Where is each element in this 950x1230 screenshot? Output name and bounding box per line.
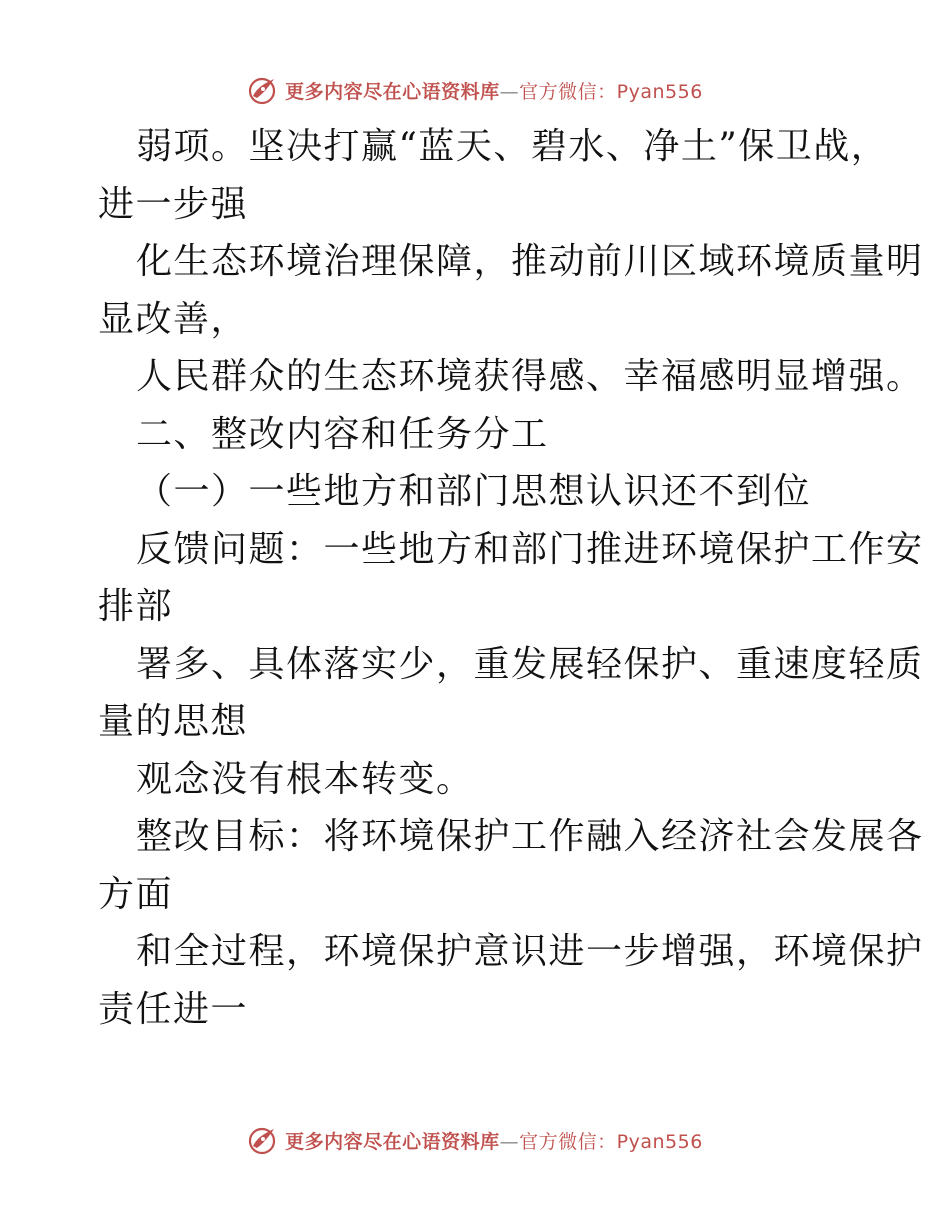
watermark-text <box>285 77 703 104</box>
body-line: 和全过程，环境保护意识进一步增强，环境保护 <box>136 931 924 972</box>
body-line: 整改目标：将环境保护工作融入经济社会发展各 <box>136 816 924 857</box>
pen-nib-logo-icon <box>247 1124 279 1156</box>
pen-nib-logo-icon <box>247 74 279 106</box>
page-header-watermark <box>0 70 950 110</box>
body-line: 方面 <box>98 873 174 915</box>
body-line: 进一步强 <box>98 183 249 225</box>
subsection-heading: （一）一些地方和部门思想认识还不到位 <box>136 471 812 512</box>
watermark-wechat: 官方微信：Pyan556 <box>519 80 703 103</box>
watermark-title: 更多内容尽在心语资料库 <box>285 1130 500 1153</box>
body-line: 责任进一 <box>98 988 249 1030</box>
page-footer-watermark <box>0 1120 950 1160</box>
body-line: 量的思想 <box>98 701 249 742</box>
section-heading: 二、整改内容和任务分工 <box>136 413 549 455</box>
body-line: 人民群众的生态环境获得感、幸福感明显增强。 <box>136 356 924 397</box>
body-line: 排部 <box>98 586 174 627</box>
watermark-dash: — <box>499 1130 520 1153</box>
document-body <box>98 118 924 1038</box>
watermark-wechat: 官方微信：Pyan556 <box>519 1130 703 1153</box>
body-line: 显改善， <box>98 298 249 340</box>
body-line: 署多、具体落实少，重发展轻保护、重速度轻质 <box>136 643 924 685</box>
body-line: 观念没有根本转变。 <box>136 758 474 800</box>
watermark-title: 更多内容尽在心语资料库 <box>285 80 500 103</box>
watermark-text <box>285 1127 703 1154</box>
body-line: 反馈问题：一些地方和部门推进环境保护工作安 <box>136 528 924 570</box>
body-line: 弱项。坚决打赢“蓝天、碧水、净土”保卫战， <box>136 126 889 167</box>
watermark-dash: — <box>499 80 520 103</box>
body-line: 化生态环境治理保障，推动前川区域环境质量明 <box>136 241 924 282</box>
